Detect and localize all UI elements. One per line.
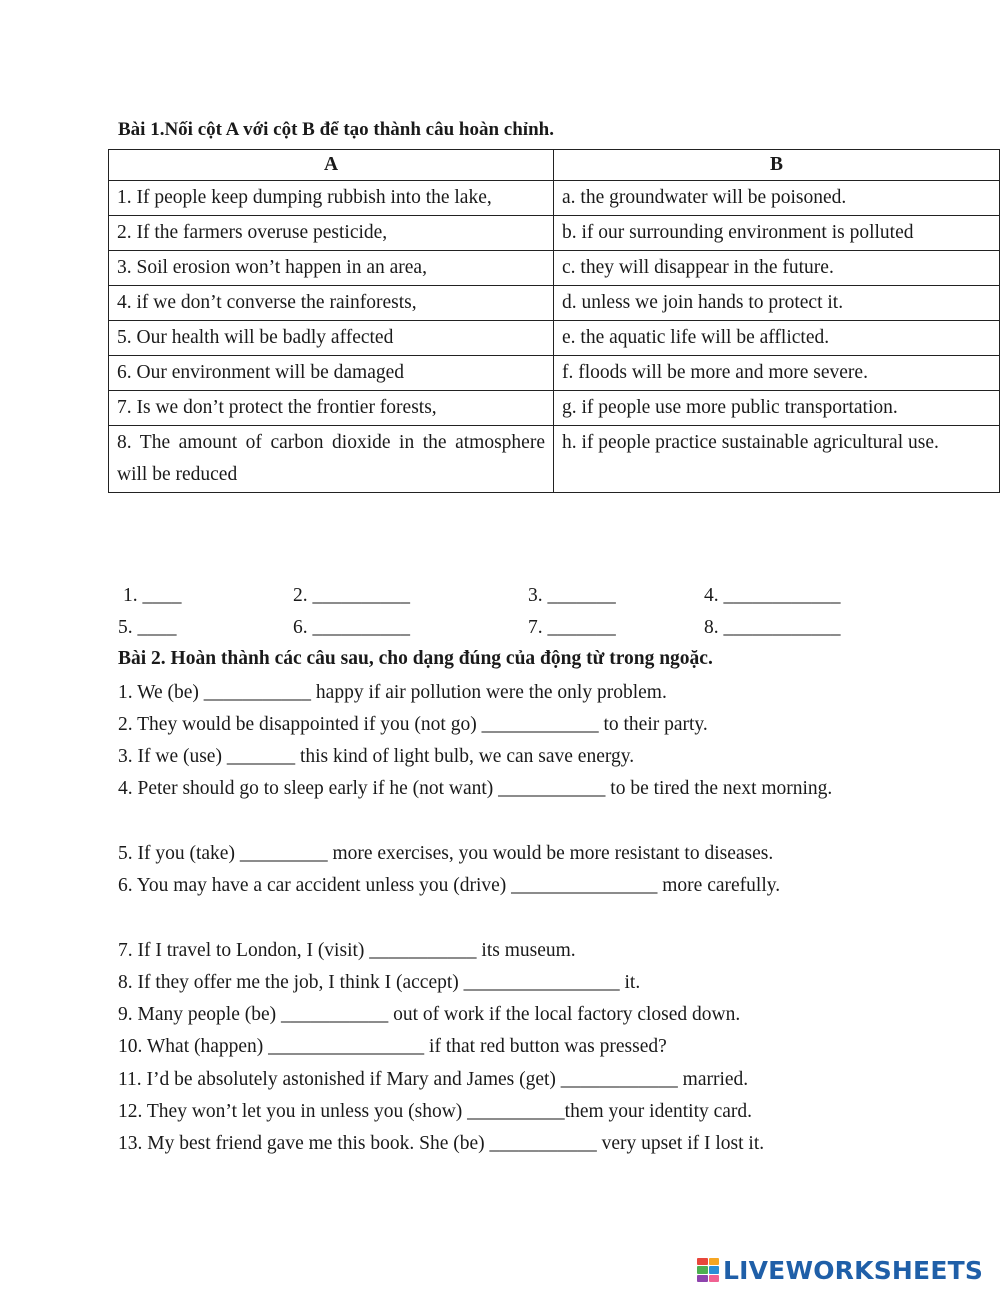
column-a-header: A <box>109 150 554 181</box>
answer-blank-5[interactable]: 5. ____ <box>118 617 177 638</box>
logo-block <box>709 1275 720 1282</box>
table-row <box>109 426 1000 493</box>
column-b-cell: h. if people practice sustainable agricultural use. <box>554 426 1000 493</box>
answer-blank-7[interactable]: 7. _______ <box>528 617 616 638</box>
column-a-cell: 2. If the farmers overuse pesticide, <box>109 216 554 251</box>
column-a-cell: 1. If people keep dumping rubbish into the lake, <box>109 181 554 216</box>
logo-block <box>697 1266 708 1273</box>
column-b-cell: c. they will disappear in the future. <box>554 251 1000 286</box>
answer-blank-4[interactable]: 4. ____________ <box>704 585 841 606</box>
liveworksheets-logo <box>697 1255 983 1285</box>
question-1: 1. We (be) ___________ happy if air pollution were the only problem. <box>118 682 667 703</box>
table-row <box>109 216 1000 251</box>
answer-blank-2[interactable]: 2. __________ <box>293 585 410 606</box>
column-a-cell: 7. Is we don’t protect the frontier forests, <box>109 391 554 426</box>
logo-block <box>697 1258 708 1265</box>
column-a-cell: 3. Soil erosion won’t happen in an area, <box>109 251 554 286</box>
question-9: 9. Many people (be) ___________ out of work if the local factory closed down. <box>118 1004 741 1025</box>
table-row <box>109 356 1000 391</box>
table-row <box>109 181 1000 216</box>
column-a-cell: 6. Our environment will be damaged <box>109 356 554 391</box>
question-6: 6. You may have a car accident unless you (drive) _______________ more carefully. <box>118 875 781 896</box>
question-10: 10. What (happen) ________________ if that red button was pressed? <box>118 1036 667 1057</box>
answer-blank-1[interactable]: 1. ____ <box>123 585 182 606</box>
logo-mark-icon <box>697 1258 719 1282</box>
column-b-header: B <box>554 150 1000 181</box>
question-13: 13. My best friend gave me this book. She (be) ___________ very upset if I lost it. <box>118 1133 765 1154</box>
exercise2-title: Bài 2. Hoàn thành các câu sau, cho dạng đúng của động từ trong ngoặc. <box>118 648 713 669</box>
matching-table <box>108 149 1000 493</box>
table-row <box>109 286 1000 321</box>
table-row <box>109 391 1000 426</box>
column-b-cell: f. floods will be more and more severe. <box>554 356 1000 391</box>
column-b-cell: e. the aquatic life will be afflicted. <box>554 321 1000 356</box>
question-12: 12. They won’t let you in unless you (show) __________them your identity card. <box>118 1101 753 1122</box>
logo-block <box>709 1266 720 1273</box>
logo-block <box>709 1258 720 1265</box>
column-a-cell: 8. The amount of carbon dioxide in the atmosphere will be reduced <box>109 426 554 493</box>
table-header-row <box>109 150 1000 181</box>
column-a-cell: 5. Our health will be badly affected <box>109 321 554 356</box>
question-5: 5. If you (take) _________ more exercises, you would be more resistant to diseases. <box>118 843 774 864</box>
logo-block <box>697 1275 708 1282</box>
exercise1-title: Bài 1.Nối cột A với cột B để tạo thành câu hoàn chỉnh. <box>118 119 554 140</box>
question-2: 2. They would be disappointed if you (not go) ____________ to their party. <box>118 714 708 735</box>
column-b-cell: a. the groundwater will be poisoned. <box>554 181 1000 216</box>
answer-blank-3[interactable]: 3. _______ <box>528 585 616 606</box>
table-row <box>109 251 1000 286</box>
question-4: 4. Peter should go to sleep early if he (not want) ___________ to be tired the next morning. <box>118 778 833 799</box>
question-7: 7. If I travel to London, I (visit) ___________ its museum. <box>118 940 576 961</box>
logo-text: LIVEWORKSHEETS <box>723 1255 984 1285</box>
column-b-cell: b. if our surrounding environment is polluted <box>554 216 1000 251</box>
question-11: 11. I’d be absolutely astonished if Mary and James (get) ____________ married. <box>118 1069 749 1090</box>
answer-blank-8[interactable]: 8. ____________ <box>704 617 841 638</box>
column-b-cell: d. unless we join hands to protect it. <box>554 286 1000 321</box>
column-a-cell: 4. if we don’t converse the rainforests, <box>109 286 554 321</box>
question-8: 8. If they offer me the job, I think I (accept) ________________ it. <box>118 972 641 993</box>
column-b-cell: g. if people use more public transportation. <box>554 391 1000 426</box>
answer-blank-6[interactable]: 6. __________ <box>293 617 410 638</box>
table-row <box>109 321 1000 356</box>
question-3: 3. If we (use) _______ this kind of light bulb, we can save energy. <box>118 746 635 767</box>
